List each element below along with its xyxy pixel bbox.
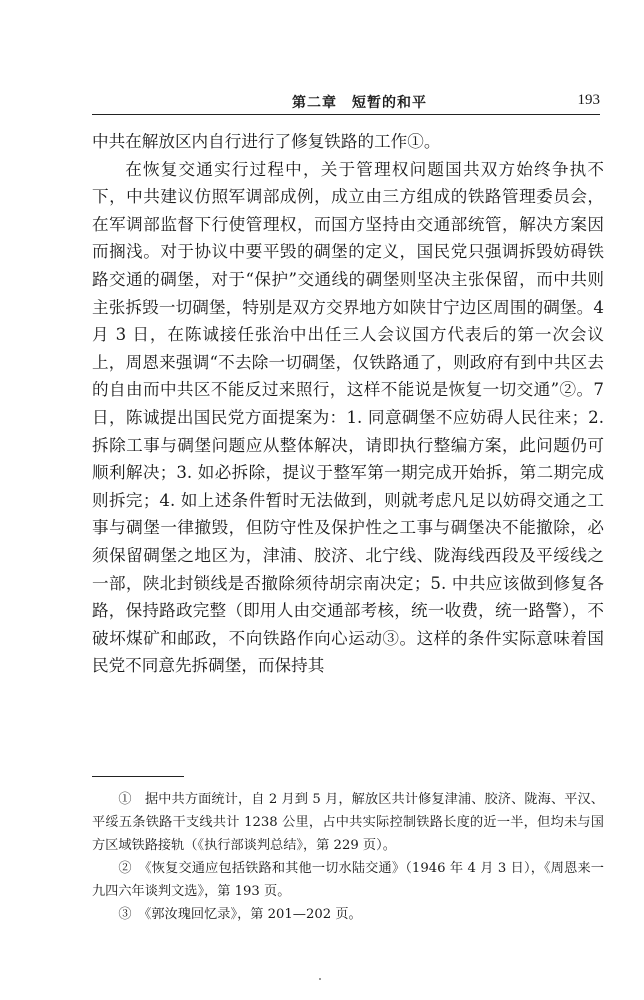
footnotes: [92, 788, 604, 926]
footnote: ③ 《郭汝瑰回忆录》，第 201—202 页。: [118, 907, 362, 922]
footnote: ② 《恢复交通应包括铁路和其他一切水陆交通》（1946 年 4 月 3 日），《周恩来一九四六年谈判文选》，第 193 页。: [92, 861, 604, 899]
paragraph: 在恢复交通实行过程中，关于管理权问题国共双方始终争执不下，中共建议仿照军调部成例，成立由三方组成的铁路管理委员会，在军调部监督下行使管理权，而国方坚持由交通部统管，解决方案因而搁浅。对于协议中要平毁的碉堡的定义，国民党只强调拆毁妨碍铁路交通的碉堡，对于“保护”交通线的碉堡则坚决主张保留，而中共则主张拆毁一切碉堡，特别是双方交界地方如陕甘宁边区周围的碉堡。4 月 3 日，在陈诚接任张治中出任三人会议国方代表后的第一次会议上，周恩来强调“不去除一切碉堡，仅铁路通了，则政府有到中共区去的自由而中共区不能反过来照行，这样不能说是恢复一切交通”②。7 日，陈诚提出国民党方面提案为：1. 同意碉堡不应妨碍人民往来；2. 拆除工事与碉堡问题应从整体解决，请即执行整编方案，此问题仍可顺利解决；3. 如必拆除，提议于整军第一期完成开始拆，第二期完成则拆完；4. 如上述条件暂时无法做到，则就考虑凡足以妨碍交通之工事与碉堡一律撤毁，但防守性及保护性之工事与碉堡决不能撤除，必须保留碉堡之地区为，津浦、胶济、北宁线、陇海线西段及平绥线之一部，陕北封锁线是否撤除须待胡宗南决定；5. 中共应该做到修复各路，保持路政完整（即用人由交通部考核，统一收费，统一路警），不破坏煤矿和邮政，不向铁路作向心运动③。这样的条件实际意味着国民党不同意先拆碉堡，而保持其: [92, 159, 604, 676]
paragraph: 中共在解放区内自行进行了修复铁路的工作①。: [92, 132, 441, 151]
footnote-separator: [92, 776, 184, 777]
scan-speck: [319, 978, 321, 980]
footnote: ① 据中共方面统计，自 2 月到 5 月，解放区共计修复津浦、胶济、陇海、平汉、平绥五条铁路干支线共计 1238 公里，占中共实际控制铁路长度的近一半，但均未与国方区域铁路接轨（《执行部谈判总结》，第 229 页）。: [92, 792, 604, 853]
running-header: [92, 92, 600, 115]
page-number: 193: [577, 92, 600, 108]
body-text: [92, 128, 604, 680]
chapter-title: 第二章 短暂的和平: [292, 95, 427, 111]
